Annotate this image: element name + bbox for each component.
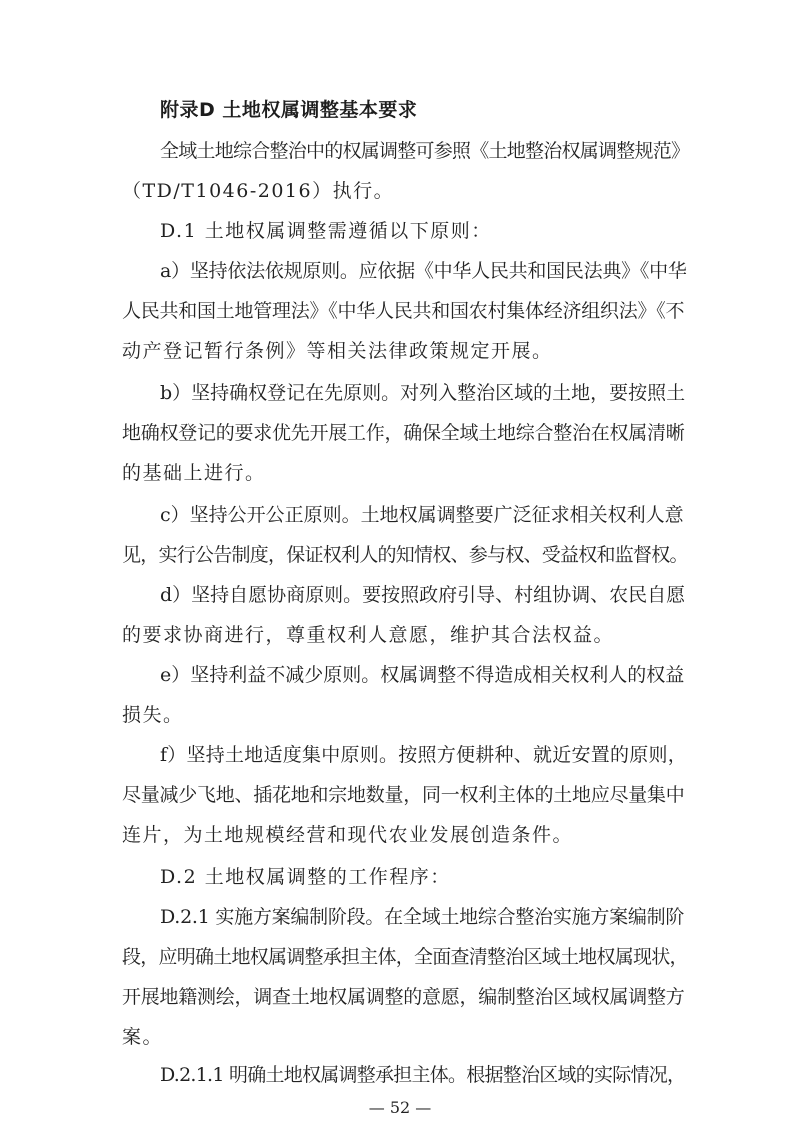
- body-line: D.1 土地权属调整需遵循以下原则：: [160, 220, 492, 242]
- body-line: D.2.1.1 明确土地权属调整承担主体。根据整治区域的实际情况，: [160, 1064, 686, 1086]
- body-line: D.2.1 实施方案编制阶段。在全域土地综合整治实施方案编制阶: [160, 906, 685, 928]
- body-line: 动产登记暂行条例》等相关法律政策规定开展。: [122, 340, 553, 362]
- body-line: 损失。: [122, 704, 184, 726]
- body-line: 尽量减少飞地、插花地和宗地数量，同一权利主体的土地应尽量集中: [122, 784, 685, 806]
- appendix-title: 附录D 土地权属调整基本要求: [160, 99, 418, 121]
- body-line: 段，应明确土地权属调整承担主体，全面查清整治区域土地权属现状，: [122, 946, 688, 968]
- body-line: 案。: [122, 1026, 164, 1048]
- body-line: D.2 土地权属调整的工作程序：: [160, 866, 451, 888]
- body-line: 的基础上进行。: [122, 462, 266, 484]
- page-number: — 52 —: [368, 1098, 432, 1117]
- body-line: （TD/T1046-2016）执行。: [122, 180, 395, 202]
- body-line: c）坚持公开公正原则。土地权属调整要广泛征求相关权利人意: [160, 504, 684, 526]
- body-line: 开展地籍测绘，调查土地权属调整的意愿，编制整治区域权属调整方: [122, 986, 685, 1008]
- body-line: 连片，为土地规模经营和现代农业发展创造条件。: [122, 824, 574, 846]
- body-line: d）坚持自愿协商原则。要按照政府引导、村组协调、农民自愿: [160, 584, 686, 606]
- body-line: 的要求协商进行，尊重权利人意愿，维护其合法权益。: [122, 624, 615, 646]
- body-line: a）坚持依法依规原则。应依据《中华人民共和国民法典》《中华: [160, 260, 687, 282]
- body-line: f）坚持土地适度集中原则。按照方便耕种、就近安置的原则，: [160, 744, 688, 766]
- body-line: 人民共和国土地管理法》《中华人民共和国农村集体经济组织法》《不: [122, 300, 685, 322]
- body-line: 地确权登记的要求优先开展工作，确保全域土地综合整治在权属清晰: [122, 422, 685, 444]
- body-line: 见，实行公告制度，保证权利人的知情权、参与权、受益权和监督权。: [122, 544, 688, 566]
- body-line: 全域土地综合整治中的权属调整可参照《土地整治权属调整规范》: [160, 140, 690, 162]
- body-line: b）坚持确权登记在先原则。对列入整治区域的土地，要按照土: [160, 382, 686, 404]
- body-line: e）坚持利益不减少原则。权属调整不得造成相关权利人的权益: [160, 664, 685, 686]
